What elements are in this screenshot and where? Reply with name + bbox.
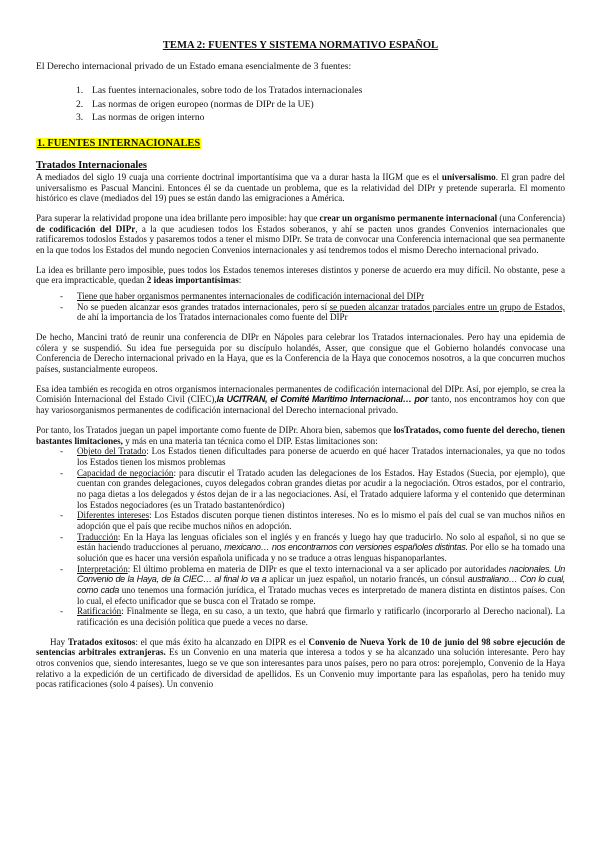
paragraph-conferencia: Para superar la relatividad propone una idea brillante pero imposible: hay que crear un organismo permanente internacional (una Conferencia) de codificación del DIPr, a la que acudiesen todos los Estados soberanos, y ahí se pacten unos grandes Convenios internacionales que ratificaremos todoslos Estados y pasaremos todos a tener el mismo DIPr. Se trata de convocar una Conferencia internacional que sea permanente en la que todos los Estados del mundo negocien Convenios internacionales y así tendremos todos el mismo Derecho internacional privado. [36,213,565,256]
section-heading: 1. FUENTES INTERNACIONALES [37,137,201,149]
document-title: TEMA 2: FUENTES Y SISTEMA NORMATIVO ESPAÑOL [162,40,439,51]
fuentes-list [36,84,565,124]
paragraph-universalismo: A mediados del siglo 19 cuaja una corriente doctrinal importantísima que va a durar hasta la IIGM que es el universalismo. El gran padre del universalismo es Pascual Mancini. Entonces él se da cuentade un problema, que es la relatividad del DIPr y pretende superarla. El momento histórico es clave (mediados del 19) pues se están dando las emigraciones a América. [36,172,565,204]
paragraph-ideas: La idea es brillante pero imposible, pues todos los Estados tenemos intereses distintos y ponerse de acuerdo era muy difícil. No obstante, pese a que era impracticable, quedan 2 ideas importantísimas: [36,264,565,286]
list-item: - Tiene que haber organismos permanentes internacionales de codificación internacional del DIPr [60,291,425,302]
limitations-list [36,446,565,627]
list-item: - Interpretación: El último problema en materia de DIPr es que el texto internacional va a ser aplicado por autoridades nacionales. Un Convenio de la Haya, de la CIEC… al final lo va a aplicar un juez español, un notario francés, un cónsul australiano… Con lo cual, como cada uno tenemos una formación jurídica, el Tratado muchas veces es interpretado de manera distinta en distintos países. Con lo cual, el efecto unificador que se busca con el Tratado se rompe. [60,563,565,606]
list-item: 2. Las normas de origen europeo (normas de DIPr de la UE) [76,98,314,110]
list-item: 3. Las normas de origen interno [76,112,205,124]
paragraph-mancini: De hecho, Mancini trató de reunir una conferencia de DIPr en Nápoles para celebrar los Tratados internacionales. Pero hay una epidemia de cólera y se suspendió. Su idea fue perseguida por su discípulo holandés, Asser, que consigue que el Gobierno holandés convocase una Conferencia de Derecho internacional privado en la Haya, que es la Conferencia de la Haya que conocemos nosotros, a la que concurren muchos países, sustancialmente europeos. [36,332,565,375]
paragraph-limitaciones: Por tanto, los Tratados juegan un papel importante como fuente de DIPr. Ahora bien, sabemos que losTratados, como fuente del derecho, tienen bastantes limitaciones, y más en una materia tan técnica como el DIP. Estas limitaciones son: [36,424,565,446]
list-item: - Ratificación: Finalmente se llega, en su caso, a un texto, que habrá que firmarlo y ratificarlo (incorporarlo al Derecho nacional). La ratificación es una decisión política que puede a veces no darse. [60,606,565,627]
list-item: 1. Las fuentes internacionales, sobre todo de los Tratados internacionales [76,85,363,97]
list-item: - Capacidad de negociación: para discutir el Tratado acuden las delegaciones de los Estados. Hay Estados (Suecia, por ejemplo), que cuentan con grandes delegaciones, cuyos delegados cobran grandes dietas por acudir a la negociación. Otros estados, por el contrario, no paga dietas a los delegados y éstos dejan de ir a las negociaciones. Así, el Tratado adquiere laforma y el contenido que determinan los Estados negociadores (es un Tratado bastantenórdico) [60,467,565,510]
intro-paragraph: El Derecho internacional privado de un Estado emana esencialmente de 3 fuentes: [36,61,352,72]
paragraph-tratados-exitosos: Hay Tratados exitosos: el que más éxito ha alcanzado en DIPR es el Convenio de Nueva York de 10 de junio del 98 sobre ejecución de sentencias arbitrales extranjeras. Es un Convenio en una materia que interesa a todos y se ha alcanzado una solución interesante. Pero hay otros convenios que, siendo interesantes, luego se ve que son interesantes para unos países, pero no para otros: porejemplo, Convenio de la Haya relativo a la expedición de un certificado de diversidad de apellidos. Es un Convenio muy importante para las españolas, pero ha tenido muy pocas ratificaciones (solo 4 países). Un convenio [36,636,565,690]
list-item: - Objeto del Tratado: Los Estados tienen dificultades para ponerse de acuerdo en qué hacer Tratados internacionales, ya que no todos los Estados tienen los mismos problemas [60,446,565,467]
paragraph-organismos: Esa idea también es recogida en otros organismos internacionales permanentes de codificación internacional del DIPr. Así, por ejemplo, se crea la Comisión Internacional del Estado Civil (CIEC),la UCITRAN, el Comité Marítimo Internacional… por tanto, nos encontramos hoy con que hay variosorganismos permanentes de codificación internacional del Derecho internacional privado. [36,383,565,416]
ideas-list [36,291,565,323]
list-item: - No se pueden alcanzar esos grandes tratados internacionales, pero sí se pueden alcanzar tratados parciales entre un grupo de Estados, de ahí la importancia de los Tratados internacionales como fuente del DIPr [60,301,566,323]
list-item: - Diferentes intereses: Los Estados discuten porque tienen distintos intereses. No es lo mismo el país del cual se van muchos niños en adopción que el país que recibe muchos niños en adopción. [60,510,565,531]
subsection-heading: Tratados Internacionales [36,159,147,171]
document-page [36,40,565,690]
list-item: - Traducción: En la Haya las lenguas oficiales son el inglés y en francés y luego hay que traducirlo. No solo al español, si no que se están haciendo traducciones al peruano, mexicano… nos encontramos con versiones españoles distintas. Por ello se ha tomado una solución que es hacer una versión española unificada y no se traduce a otras lenguas hispanoparlantes. [60,531,565,563]
